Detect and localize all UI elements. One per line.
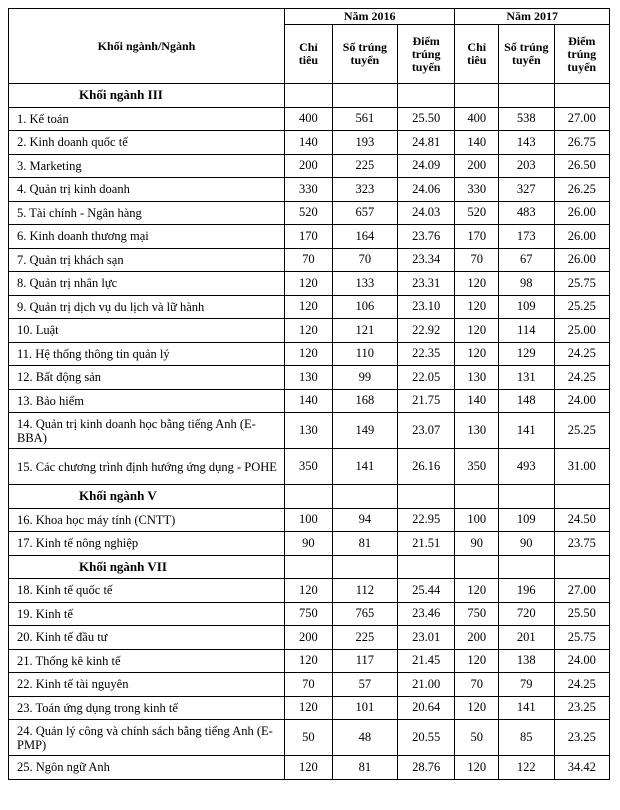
table-row [9,449,610,485]
quota-2016-cell: 90 [284,532,332,556]
score-2016-cell: 25.50 [397,107,455,131]
admitted-2016-cell: 112 [332,579,397,603]
quota-2016-cell: 750 [284,602,332,626]
major-name: 17. Kinh tế nông nghiệp [9,532,285,556]
empty-cell [397,555,455,579]
admitted-2017-cell: 131 [499,366,554,390]
admitted-2017-cell: 85 [499,720,554,756]
score-2016-cell: 28.76 [397,756,455,780]
quota-2017-cell: 120 [455,579,499,603]
table-row [9,154,610,178]
quota-2016-cell: 330 [284,178,332,202]
score-2016-cell: 24.03 [397,201,455,225]
table-row [9,532,610,556]
score-2016-cell: 24.81 [397,131,455,155]
quota-2016-cell: 120 [284,756,332,780]
quota-2016-cell: 120 [284,579,332,603]
score-2017-cell: 24.00 [554,649,610,673]
major-name: 21. Thống kê kinh tế [9,649,285,673]
admitted-2017-cell: 98 [499,272,554,296]
score-2016-cell: 20.64 [397,696,455,720]
score-2016-header: Điểm trúng tuyển [397,25,455,84]
score-2017-cell: 23.75 [554,532,610,556]
admitted-2016-cell: 765 [332,602,397,626]
group-title: Khối ngành III [9,84,285,108]
admitted-2016-cell: 57 [332,673,397,697]
admitted-2016-cell: 121 [332,319,397,343]
major-name: 10. Luật [9,319,285,343]
table-row [9,319,610,343]
major-name: 16. Khoa học máy tính (CNTT) [9,508,285,532]
admitted-2016-cell: 225 [332,154,397,178]
quota-2017-cell: 170 [455,225,499,249]
admitted-2017-cell: 67 [499,248,554,272]
quota-2017-header: Chỉ tiêu [455,25,499,84]
table-row [9,225,610,249]
score-2016-cell: 26.16 [397,449,455,485]
quota-2017-cell: 120 [455,342,499,366]
table-row [9,107,610,131]
score-2017-cell: 34.42 [554,756,610,780]
admitted-2016-cell: 70 [332,248,397,272]
quota-2017-cell: 100 [455,508,499,532]
empty-cell [554,84,610,108]
major-name: 4. Quản trị kinh doanh [9,178,285,202]
admitted-2016-cell: 561 [332,107,397,131]
quota-2016-cell: 120 [284,319,332,343]
major-name: 6. Kinh doanh thương mại [9,225,285,249]
admitted-2016-cell: 323 [332,178,397,202]
quota-2016-cell: 200 [284,626,332,650]
quota-2016-cell: 520 [284,201,332,225]
score-2017-cell: 24.50 [554,508,610,532]
score-2016-cell: 21.45 [397,649,455,673]
admitted-2017-header: Số trúng tuyển [499,25,554,84]
empty-cell [397,84,455,108]
group-title: Khối ngành VII [9,555,285,579]
admitted-2016-cell: 94 [332,508,397,532]
empty-cell [332,555,397,579]
quota-2017-cell: 50 [455,720,499,756]
quota-2016-cell: 400 [284,107,332,131]
admitted-2017-cell: 538 [499,107,554,131]
score-2016-cell: 23.01 [397,626,455,650]
group-row [9,84,610,108]
score-2017-cell: 25.00 [554,319,610,343]
score-2017-cell: 25.50 [554,602,610,626]
admitted-2016-cell: 81 [332,756,397,780]
quota-2016-cell: 120 [284,295,332,319]
admission-scores-table [8,8,610,780]
admitted-2016-cell: 164 [332,225,397,249]
quota-2017-cell: 120 [455,696,499,720]
admitted-2017-cell: 720 [499,602,554,626]
quota-2017-cell: 200 [455,154,499,178]
admitted-2017-cell: 138 [499,649,554,673]
table-row [9,178,610,202]
quota-2017-cell: 140 [455,131,499,155]
admitted-2017-cell: 201 [499,626,554,650]
quota-2017-cell: 120 [455,295,499,319]
admitted-2016-cell: 117 [332,649,397,673]
admitted-2016-cell: 133 [332,272,397,296]
quota-2017-cell: 750 [455,602,499,626]
major-name: 1. Kế toán [9,107,285,131]
major-name: 25. Ngôn ngữ Anh [9,756,285,780]
admitted-2016-cell: 149 [332,413,397,449]
quota-2017-cell: 120 [455,649,499,673]
quota-2017-cell: 70 [455,673,499,697]
quota-2016-cell: 70 [284,673,332,697]
quota-2017-cell: 120 [455,319,499,343]
admitted-2016-cell: 99 [332,366,397,390]
table-row [9,413,610,449]
quota-2016-cell: 50 [284,720,332,756]
empty-cell [499,555,554,579]
score-2016-cell: 25.44 [397,579,455,603]
score-2017-cell: 27.00 [554,579,610,603]
admitted-2017-cell: 79 [499,673,554,697]
score-2016-cell: 22.92 [397,319,455,343]
quota-2017-cell: 90 [455,532,499,556]
table-row [9,389,610,413]
quota-2016-cell: 350 [284,449,332,485]
score-2017-cell: 24.25 [554,366,610,390]
score-2016-cell: 21.75 [397,389,455,413]
quota-2016-cell: 70 [284,248,332,272]
table-row [9,696,610,720]
major-name: 19. Kinh tế [9,602,285,626]
admitted-2017-cell: 109 [499,295,554,319]
score-2017-cell: 25.25 [554,413,610,449]
admitted-2016-cell: 193 [332,131,397,155]
score-2016-cell: 23.76 [397,225,455,249]
score-2017-cell: 25.75 [554,272,610,296]
quota-2017-cell: 520 [455,201,499,225]
score-2016-cell: 23.07 [397,413,455,449]
score-2016-cell: 23.34 [397,248,455,272]
empty-cell [284,555,332,579]
admitted-2017-cell: 114 [499,319,554,343]
admitted-2017-cell: 122 [499,756,554,780]
score-2017-cell: 24.00 [554,389,610,413]
major-name: 2. Kinh doanh quốc tế [9,131,285,155]
score-2017-cell: 23.25 [554,720,610,756]
score-2016-cell: 22.05 [397,366,455,390]
empty-cell [455,84,499,108]
table-row [9,579,610,603]
admitted-2016-cell: 168 [332,389,397,413]
year-2016-header: Năm 2016 [284,9,454,25]
admitted-2017-cell: 196 [499,579,554,603]
score-2016-cell: 21.51 [397,532,455,556]
quota-2016-cell: 140 [284,389,332,413]
score-2017-cell: 31.00 [554,449,610,485]
group-row [9,555,610,579]
admitted-2016-cell: 101 [332,696,397,720]
score-2017-cell: 27.00 [554,107,610,131]
admitted-2016-cell: 106 [332,295,397,319]
table-row [9,508,610,532]
major-name: 8. Quản trị nhân lực [9,272,285,296]
quota-2017-cell: 130 [455,413,499,449]
table-row [9,248,610,272]
table-row [9,756,610,780]
empty-cell [284,84,332,108]
empty-cell [332,485,397,509]
empty-cell [455,485,499,509]
table-row [9,201,610,225]
quota-2016-cell: 140 [284,131,332,155]
table-row [9,649,610,673]
score-2017-cell: 24.25 [554,673,610,697]
quota-2016-cell: 170 [284,225,332,249]
major-group-header: Khối ngành/Ngành [9,9,285,84]
score-2016-cell: 21.00 [397,673,455,697]
major-name: 23. Toán ứng dụng trong kinh tế [9,696,285,720]
score-2016-cell: 24.06 [397,178,455,202]
admitted-2017-cell: 141 [499,413,554,449]
major-name: 15. Các chương trình định hướng ứng dụng - POHE [9,449,285,485]
table-row [9,295,610,319]
admitted-2016-cell: 48 [332,720,397,756]
admitted-2016-cell: 657 [332,201,397,225]
admitted-2016-cell: 110 [332,342,397,366]
admitted-2017-cell: 109 [499,508,554,532]
admitted-2017-cell: 148 [499,389,554,413]
table-row [9,366,610,390]
table-row [9,602,610,626]
score-2016-cell: 23.10 [397,295,455,319]
score-2017-cell: 26.00 [554,201,610,225]
admitted-2017-cell: 129 [499,342,554,366]
admitted-2017-cell: 493 [499,449,554,485]
score-2017-cell: 23.25 [554,696,610,720]
empty-cell [284,485,332,509]
quota-2017-cell: 120 [455,756,499,780]
table-row [9,673,610,697]
quota-2016-cell: 120 [284,342,332,366]
quota-2016-cell: 130 [284,366,332,390]
score-2016-cell: 23.46 [397,602,455,626]
quota-2017-cell: 330 [455,178,499,202]
score-2017-cell: 25.25 [554,295,610,319]
year-2017-header: Năm 2017 [455,9,610,25]
empty-cell [332,84,397,108]
major-name: 22. Kinh tế tài nguyên [9,673,285,697]
empty-cell [554,485,610,509]
score-2017-cell: 26.75 [554,131,610,155]
quota-2017-cell: 200 [455,626,499,650]
admitted-2017-cell: 141 [499,696,554,720]
empty-cell [499,485,554,509]
group-title: Khối ngành V [9,485,285,509]
quota-2017-cell: 120 [455,272,499,296]
admitted-2017-cell: 90 [499,532,554,556]
major-name: 14. Quản trị kinh doanh học bằng tiếng Anh (E-BBA) [9,413,285,449]
admitted-2017-cell: 173 [499,225,554,249]
major-name: 20. Kinh tế đầu tư [9,626,285,650]
empty-cell [554,555,610,579]
admitted-2016-header: Số trúng tuyển [332,25,397,84]
quota-2017-cell: 400 [455,107,499,131]
admitted-2016-cell: 81 [332,532,397,556]
quota-2016-cell: 120 [284,696,332,720]
score-2017-cell: 26.50 [554,154,610,178]
score-2017-cell: 25.75 [554,626,610,650]
quota-2016-cell: 120 [284,649,332,673]
admitted-2017-cell: 327 [499,178,554,202]
admitted-2016-cell: 141 [332,449,397,485]
score-2016-cell: 22.95 [397,508,455,532]
table-row [9,272,610,296]
score-2016-cell: 23.31 [397,272,455,296]
major-name: 11. Hệ thống thông tin quản lý [9,342,285,366]
admitted-2017-cell: 203 [499,154,554,178]
quota-2017-cell: 140 [455,389,499,413]
major-name: 24. Quản lý công và chính sách bằng tiếng Anh (E-PMP) [9,720,285,756]
table-row [9,131,610,155]
quota-2017-cell: 130 [455,366,499,390]
empty-cell [455,555,499,579]
table-row [9,626,610,650]
group-row [9,485,610,509]
empty-cell [499,84,554,108]
quota-2016-cell: 100 [284,508,332,532]
admitted-2017-cell: 483 [499,201,554,225]
quota-2017-cell: 350 [455,449,499,485]
major-name: 9. Quản trị dịch vụ du lịch và lữ hành [9,295,285,319]
quota-2016-cell: 130 [284,413,332,449]
admitted-2017-cell: 143 [499,131,554,155]
score-2016-cell: 22.35 [397,342,455,366]
empty-cell [397,485,455,509]
table-row [9,720,610,756]
score-2017-cell: 26.25 [554,178,610,202]
score-2016-cell: 24.09 [397,154,455,178]
score-2017-cell: 24.25 [554,342,610,366]
score-2017-cell: 26.00 [554,225,610,249]
major-name: 13. Bảo hiểm [9,389,285,413]
major-name: 7. Quản trị khách sạn [9,248,285,272]
major-name: 12. Bất động sản [9,366,285,390]
major-name: 5. Tài chính - Ngân hàng [9,201,285,225]
admitted-2016-cell: 225 [332,626,397,650]
score-2016-cell: 20.55 [397,720,455,756]
score-2017-cell: 26.00 [554,248,610,272]
major-name: 3. Marketing [9,154,285,178]
quota-2016-header: Chỉ tiêu [284,25,332,84]
major-name: 18. Kinh tế quốc tế [9,579,285,603]
table-row [9,342,610,366]
quota-2016-cell: 120 [284,272,332,296]
score-2017-header: Điểm trúng tuyển [554,25,610,84]
table-body [9,84,610,780]
quota-2016-cell: 200 [284,154,332,178]
quota-2017-cell: 70 [455,248,499,272]
